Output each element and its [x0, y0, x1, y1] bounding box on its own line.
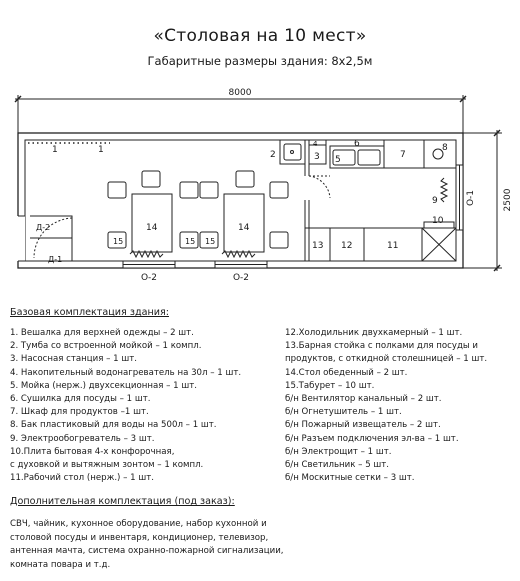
label-2: 2	[270, 150, 276, 160]
list-item: б/н Светильник – 5 шт.	[285, 460, 390, 471]
label-13: 13	[312, 241, 324, 251]
label-9: 9	[432, 196, 438, 206]
window-label-o2b: О-2	[232, 273, 250, 283]
list-item: б/н Электрощит – 1 шт.	[285, 446, 392, 457]
list-item: б/н Москитные сетки – 3 шт.	[285, 473, 415, 484]
water-tank	[424, 140, 456, 168]
label-3: 3	[314, 152, 320, 162]
stool	[270, 182, 288, 198]
list-item: 1. Вешалка для верхней одежды – 2 шт.	[10, 328, 194, 338]
list-item: б/н Пожарный извещатель – 2 шт.	[285, 420, 441, 431]
width-dimension	[15, 95, 466, 134]
label-15b: 15	[185, 237, 196, 246]
label-8: 8	[442, 143, 448, 153]
dim-height-label: 2500	[503, 188, 513, 212]
label-14a: 14	[146, 223, 158, 233]
basic-section-title: Базовая комплектация здания:	[10, 307, 169, 318]
label-15c: 15	[205, 237, 216, 246]
list-item: 13.Барная стойка с полками для посуды и	[285, 341, 478, 352]
stool	[180, 182, 198, 198]
stool	[236, 171, 254, 187]
extra-line: СВЧ, чайник, кухонное оборудование, набор кухонной и	[10, 519, 267, 529]
label-7: 7	[400, 150, 406, 160]
label-1a: 1	[52, 145, 58, 155]
list-item: 8. Бак пластиковый для воды на 500л – 1 шт.	[10, 420, 217, 431]
label-6: 6	[354, 139, 360, 149]
basic-right-list	[285, 327, 487, 485]
page-subtitle: Габаритные размеры здания: 8х2,5м	[147, 54, 373, 68]
window-label-o2a: О-2	[140, 273, 158, 283]
label-5: 5	[335, 155, 341, 165]
label-4: 4	[313, 140, 318, 148]
list-item: 3. Насосная станция – 1 шт.	[10, 354, 137, 365]
label-11: 11	[387, 241, 399, 251]
stool	[270, 232, 288, 248]
page-title: «Столовая на 10 мест»	[153, 26, 367, 46]
list-item: 4. Накопительный водонагреватель на 30л – 1 шт.	[10, 367, 242, 378]
list-item: продуктов, с откидной столешницей – 1 шт.	[285, 354, 488, 365]
dim-width-label: 8000	[228, 88, 252, 98]
list-item: с духовкой и вытяжным зонтом – 1 компл.	[10, 460, 204, 471]
extra-line: комната повара и т.д.	[10, 559, 111, 570]
right-window	[456, 165, 463, 230]
bottom-window-1	[123, 261, 175, 268]
extra-line: столовой посуды и инвентаря, кондиционер, телевизор,	[10, 532, 269, 543]
list-item: 9. Электрообогреватель – 3 шт.	[10, 433, 155, 444]
label-12: 12	[341, 241, 353, 251]
door-label-d1: Д-1	[48, 255, 63, 264]
stool	[108, 182, 126, 198]
door-label-d2: Д-2	[36, 223, 51, 232]
list-item: 7. Шкаф для продуктов –1 шт.	[10, 407, 149, 418]
extra-section-title: Дополнительная комплектация (под заказ):	[10, 496, 235, 507]
list-item: б/н Разъем подключения эл-ва – 1 шт.	[285, 433, 459, 444]
list-item: 15.Табурет – 10 шт.	[285, 380, 375, 391]
stool	[142, 171, 160, 187]
bottom-window-2	[215, 261, 267, 268]
list-item: 10.Плита бытовая 4-х конфорочная,	[10, 446, 175, 457]
label-10: 10	[432, 216, 444, 226]
list-item: 14.Стол обеденный – 2 шт.	[285, 367, 408, 378]
window-label-o1: О-1	[466, 189, 476, 207]
list-item: 2. Тумба со встроенной мойкой – 1 компл.	[10, 341, 202, 352]
sink-bowl	[284, 144, 301, 160]
list-item: 12.Холодильник двухкамерный – 1 шт.	[285, 328, 463, 338]
water-heater	[309, 140, 326, 145]
list-item: 11.Рабочий стол (нерж.) – 1 шт.	[10, 473, 154, 484]
list-item: 6. Сушилка для посуды – 1 шт.	[10, 394, 151, 405]
heater-3	[441, 178, 447, 202]
label-1b: 1	[98, 145, 104, 155]
list-item: б/н Огнетушитель – 1 шт.	[285, 407, 402, 418]
list-item: 5. Мойка (нерж.) двухсекционная – 1 шт.	[10, 380, 197, 391]
basic-left-list	[10, 327, 241, 485]
extra-line: антенная мачта, система охранно-пожарной сигнализации,	[10, 546, 284, 557]
stool	[200, 182, 218, 198]
list-item: б/н Вентилятор канальный – 2 шт.	[285, 394, 442, 405]
extra-list	[10, 518, 284, 572]
label-14b: 14	[238, 223, 250, 233]
label-15a: 15	[113, 237, 124, 246]
